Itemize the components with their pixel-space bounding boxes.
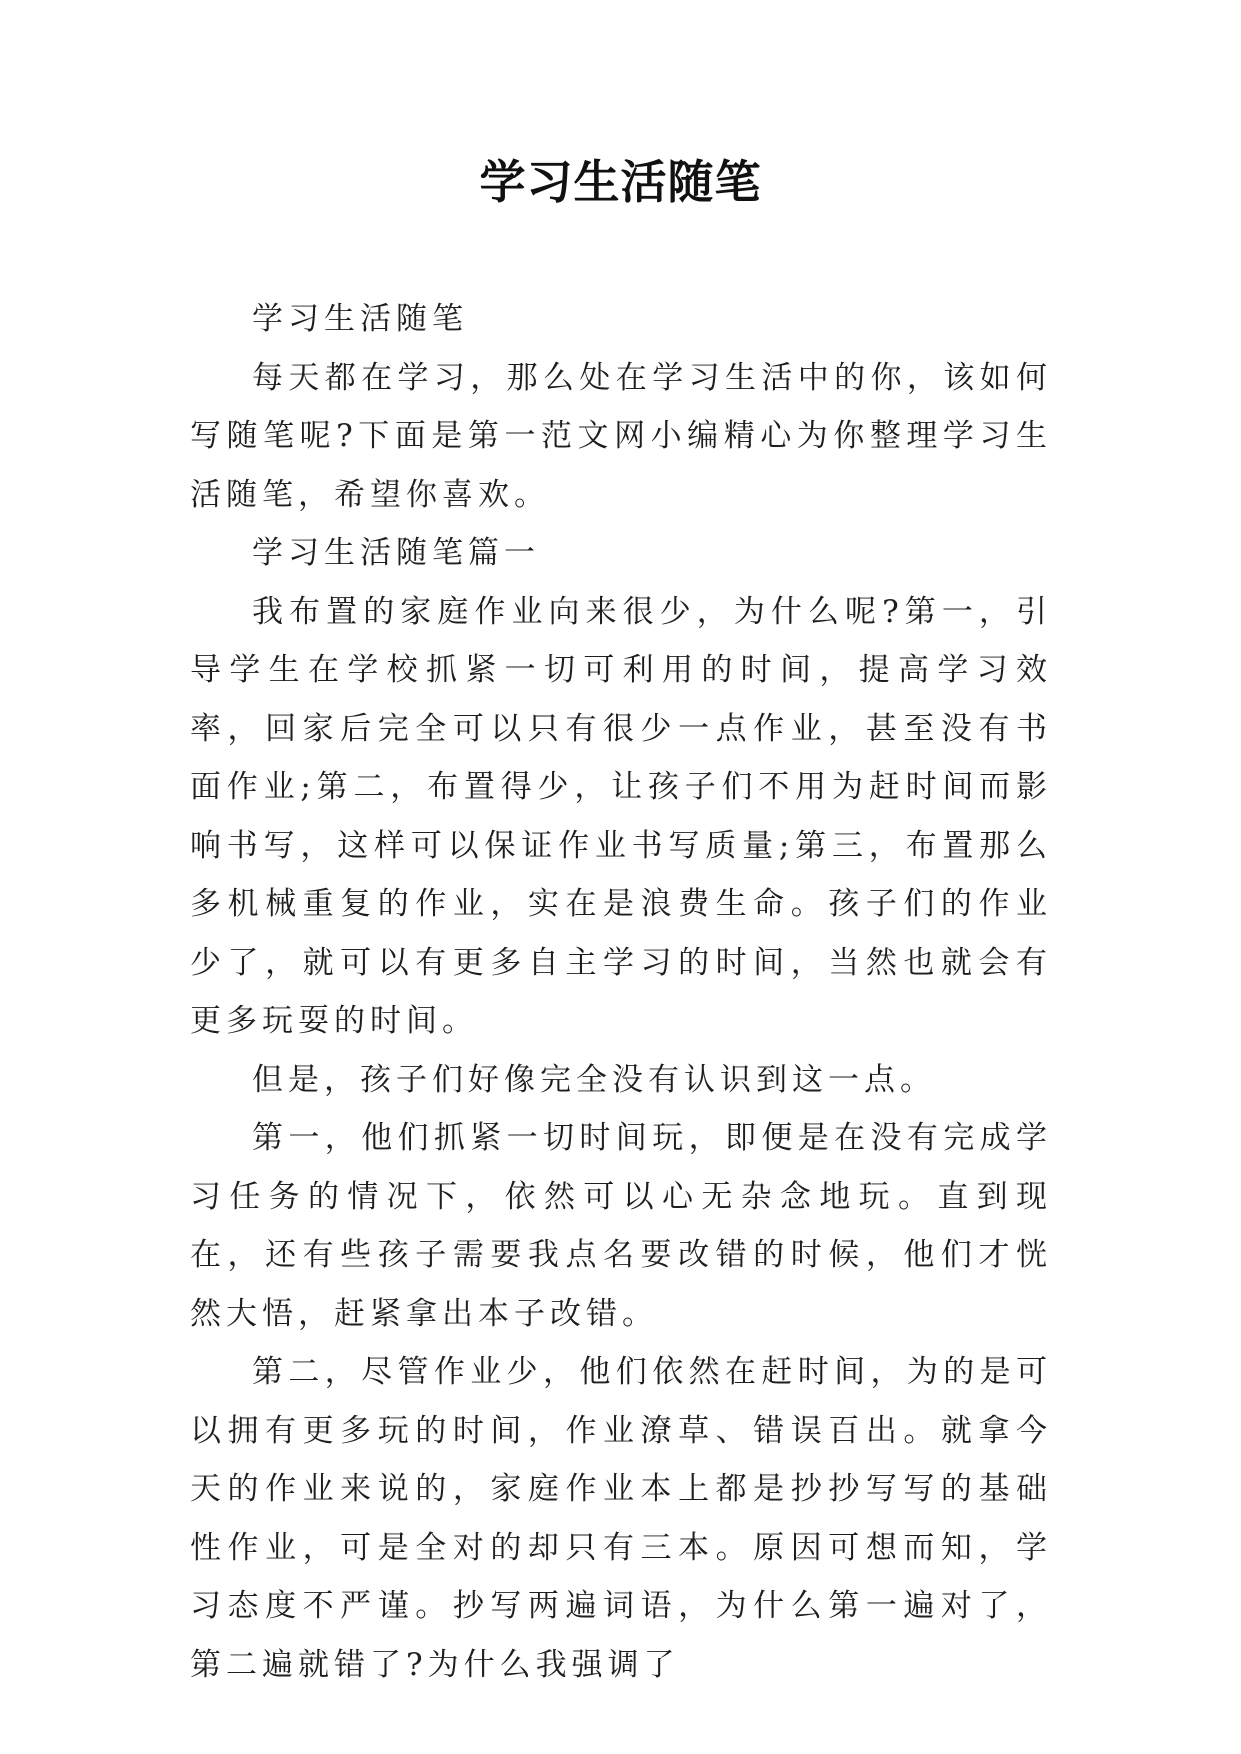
paragraph-first-point: 第一，他们抓紧一切时间玩，即便是在没有完成学习任务的情况下，依然可以心无杂念地玩。直到现在，还有些孩子需要我点名要改错的时候，他们才恍然大悟，赶紧拿出本子改错。	[190, 1120, 1052, 1332]
paragraph-intro: 每天都在学习，那么处在学习生活中的你，该如何写随笔呢?下面是第一范文网小编精心为你整理学习生活随笔，希望你喜欢。	[190, 359, 1052, 513]
paragraph-however: 但是，孩子们好像完全没有认识到这一点。	[252, 1061, 936, 1098]
paragraph-homework: 我布置的家庭作业向来很少，为什么呢?第一，引导学生在学校抓紧一切可利用的时间，提高学习效率，回家后完全可以只有很少一点作业，甚至没有书面作业;第二，布置得少，让孩子们不用为赶时间而影响书写，这样可以保证作业书写质量;第三，布置那么多机械重复的作业，实在是浪费生命。孩子们的作业少了，就可以有更多自主学习的时间，当然也就会有更多玩耍的时间。	[190, 593, 1052, 1039]
document-title: 学习生活随笔	[479, 155, 762, 209]
section-heading: 学习生活随笔篇一	[252, 535, 540, 571]
document-body	[190, 290, 1052, 1694]
paragraph-second-point: 第二，尽管作业少，他们依然在赶时间，为的是可以拥有更多玩的时间，作业潦草、错误百出。就拿今天的作业来说的，家庭作业本上都是抄抄写写的基础性作业，可是全对的却只有三本。原因可想而知，学习态度不严谨。抄写两遍词语，为什么第一遍对了，第二遍就错了?为什么我强调了	[190, 1354, 1052, 1683]
paragraph-subtitle: 学习生活随笔	[252, 301, 468, 337]
